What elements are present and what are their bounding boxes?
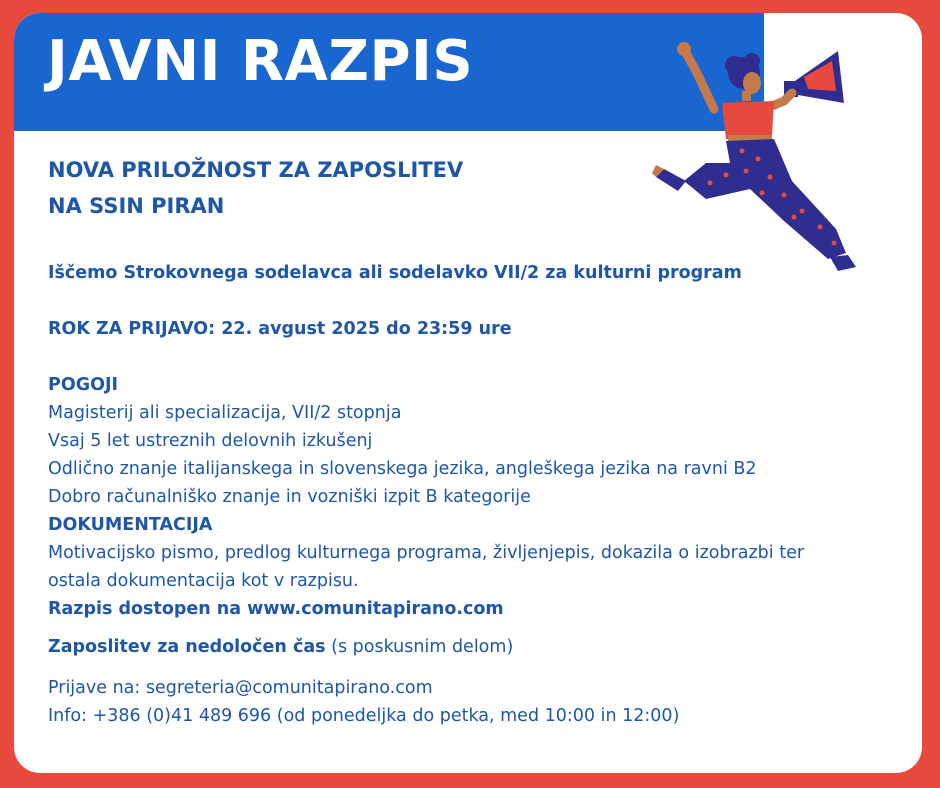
employment-type — [48, 637, 513, 657]
employment-type-bold: Zaposlitev za nedoločen čas — [48, 637, 326, 657]
deadline-text: ROK ZA PRIJAVO: 22. avgust 2025 do 23:59 ure — [48, 319, 512, 339]
condition-item: Odlično znanje italijanskega in slovenskega jezika, angleškega jezika na ravni B2 — [48, 459, 757, 479]
headline-line-1: NOVA PRILOŽNOST ZA ZAPOSLITEV — [48, 158, 464, 182]
headline-line-2: NA SSIN PIRAN — [48, 194, 225, 218]
employment-type-rest: (s poskusnim delom) — [325, 637, 514, 657]
announcement-card — [14, 13, 922, 773]
info-phone: Info: +386 (0)41 489 696 (od ponedeljka do petka, med 10:00 in 12:00) — [48, 706, 680, 726]
documentation-line-1: Motivacijsko pismo, predlog kulturnega programa, življenjepis, dokazila o izobrazbi ter — [48, 543, 805, 563]
conditions-heading: POGOJI — [48, 375, 118, 395]
condition-item: Magisterij ali specializacija, VII/2 stopnja — [48, 403, 402, 423]
documentation-heading: DOKUMENTACIJA — [48, 515, 213, 535]
condition-item: Dobro računalniško znanje in vozniški izpit B kategorije — [48, 487, 531, 507]
seeking-text: Iščemo Strokovnega sodelavca ali sodelavko VII/2 za kulturni program — [48, 263, 742, 283]
woman-with-megaphone-icon — [634, 31, 864, 281]
condition-item: Vsaj 5 let ustreznih delovnih izkušenj — [48, 431, 373, 451]
availability-link[interactable]: Razpis dostopen na www.comunitapirano.com — [48, 599, 504, 619]
apply-email[interactable]: Prijave na: segreteria@comunitapirano.com — [48, 678, 433, 698]
documentation-line-2: ostala dokumentacija kot v razpisu. — [48, 571, 359, 591]
banner-title: JAVNI RAZPIS — [47, 29, 474, 94]
